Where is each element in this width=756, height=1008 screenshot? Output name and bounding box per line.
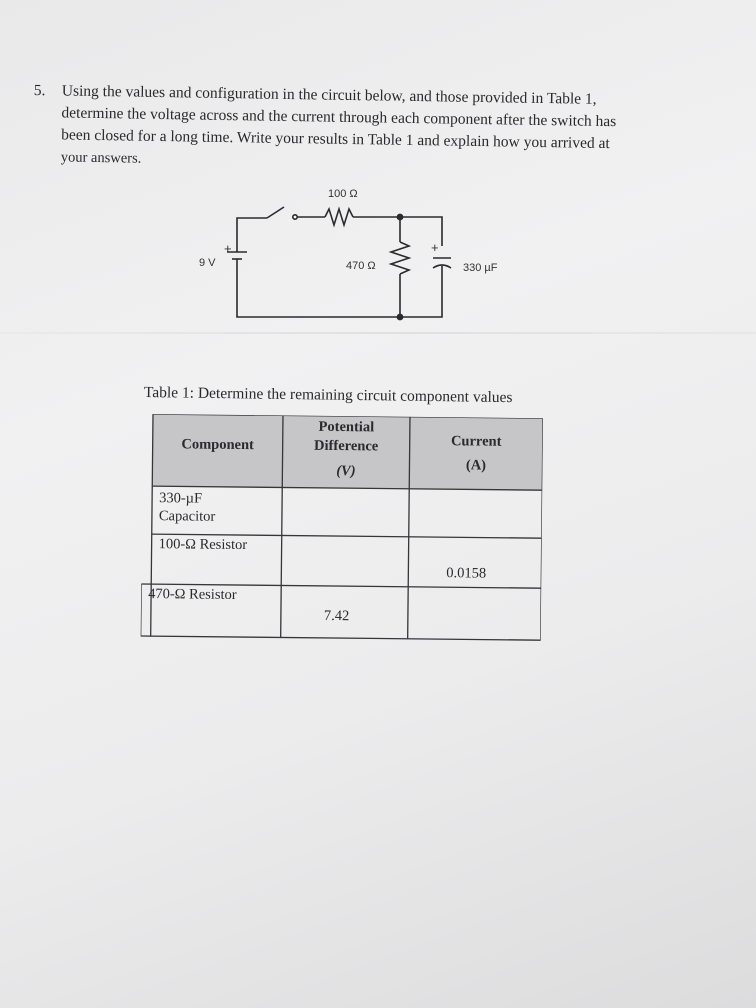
series-resistor-label: 100 Ω [328,188,358,200]
row-capacitor-name-2: Capacitor [158,508,216,525]
row-100-resistor-name: 100-Ω Resistor [158,536,248,554]
question-number: 5. [33,81,46,100]
switch-blade [267,207,284,218]
header-current: Current [450,433,502,450]
row-470-resistor-voltage: 7.42 [323,607,350,625]
circuit-schematic [180,180,540,330]
header-current-unit: (A) [465,457,487,474]
wire-capacitor-bottom [400,266,442,317]
header-potential-line1: Potential [318,418,375,436]
question-text [33,80,724,179]
paper-fold [0,332,756,334]
wire-left-top [237,218,267,242]
question-line-3: been closed for a long time. Write your results in Table 1 and explain how you arrived at [61,126,610,153]
header-component: Component [181,436,255,454]
row-capacitor-name-1: 330-µF [159,490,203,507]
row-100-resistor-current: 0.0158 [446,565,487,582]
shunt-resistor-label: 470 Ω [346,260,376,272]
question-line-1: Using the values and configuration in the circuit below, and those provided in Table 1, [61,82,597,108]
battery-label: 9 V [199,257,216,269]
wire-top-right [353,217,442,246]
question-line-2: determine the voltage across and the current through each component after the switch has [61,104,617,131]
capacitor-label: 330 µF [463,262,498,274]
row-470-resistor-name: 470-Ω Resistor [148,586,237,603]
header-potential-line2: Difference [314,437,379,455]
question-line-4: your answers. [60,149,142,167]
switch-contact [293,215,297,219]
capacitor-plus-sign: + [431,240,439,255]
shunt-resistor-symbol [391,242,409,274]
wire-bottom [237,266,400,317]
circuit-diagram [180,180,540,330]
table-caption: Table 1: Determine the remaining circuit component values [143,384,513,407]
component-table [141,414,543,644]
header-potential-unit: (V) [336,463,356,480]
battery-plus-sign: + [224,241,232,256]
series-resistor-symbol [325,209,353,225]
